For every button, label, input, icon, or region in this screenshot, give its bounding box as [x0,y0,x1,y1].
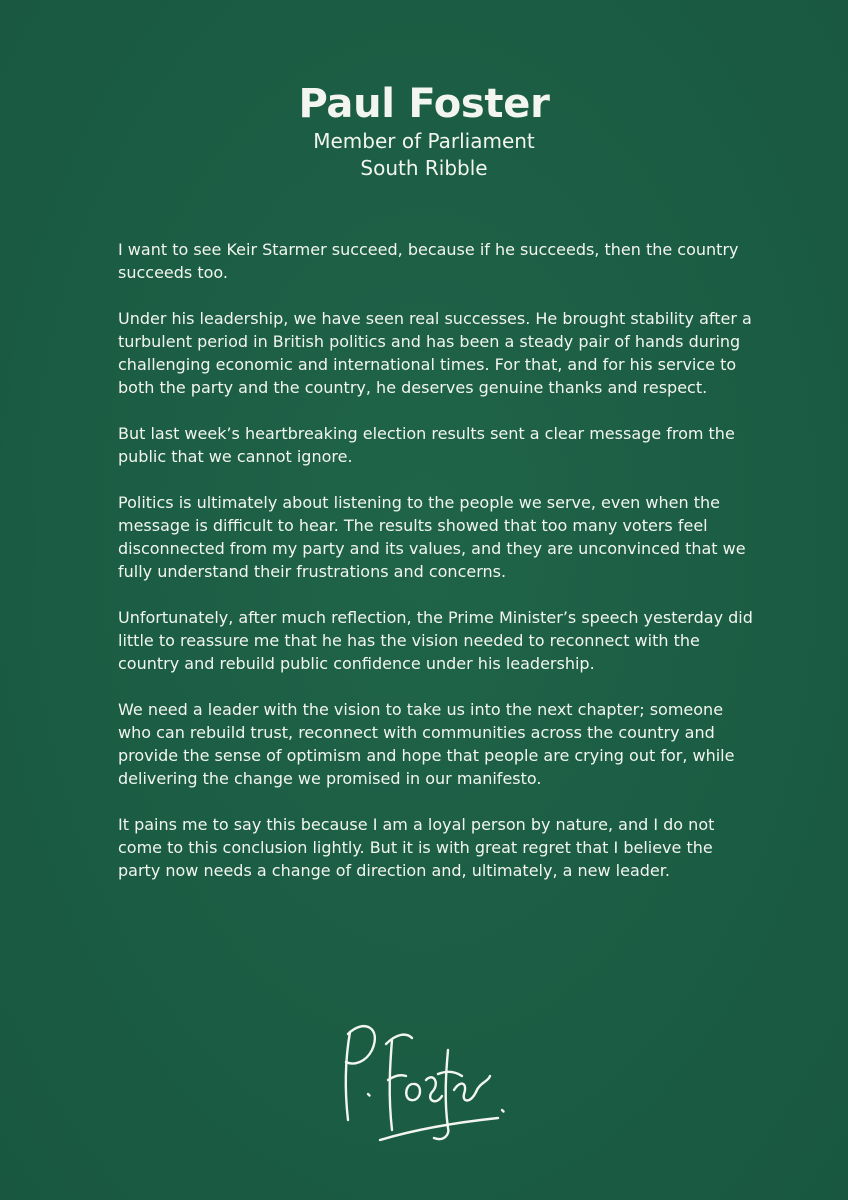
paragraph-3: But last week’s heartbreaking election results sent a clear message from the public that we cannot ignore. [118,424,735,466]
mp-title: Member of Parliament [313,129,535,153]
mp-name: Paul Foster [298,81,550,127]
paragraph-7: It pains me to say this because I am a loyal person by nature, and I do not come to this conclusion lightly. But it is with great regret that I believe the party now needs a change of direction and, ultimately, a new leader. [118,815,715,880]
paragraph-4: Politics is ultimately about listening to the people we serve, even when the message is difficult to hear. The results showed that too many voters feel disconnected from my party and its values, and they are unconvinced that we fully understand their frustrations and concerns. [118,493,746,581]
letter-body [118,238,758,905]
letterhead [0,80,848,182]
paragraph-5: Unfortunately, after much reflection, the Prime Minister’s speech yesterday did little to reassure me that he has the vision needed to reconnect with the country and rebuild public confidence under his leadership. [118,608,753,673]
paragraph-1: I want to see Keir Starmer succeed, because if he succeeds, then the country succeeds too. [118,240,739,282]
handwritten-signature [330,1010,520,1150]
paragraph-2: Under his leadership, we have seen real successes. He brought stability after a turbulent period in British politics and has been a steady pair of hands during challenging economic and international times. For that, and for his service to both the party and the country, he deserves genuine thanks and respect. [118,309,752,397]
paragraph-6: We need a leader with the vision to take us into the next chapter; someone who can rebuild trust, reconnect with communities across the country and provide the sense of optimism and hope that people are crying out for, while delivering the change we promised in our manifesto. [118,700,735,788]
mp-constituency: South Ribble [360,156,488,180]
